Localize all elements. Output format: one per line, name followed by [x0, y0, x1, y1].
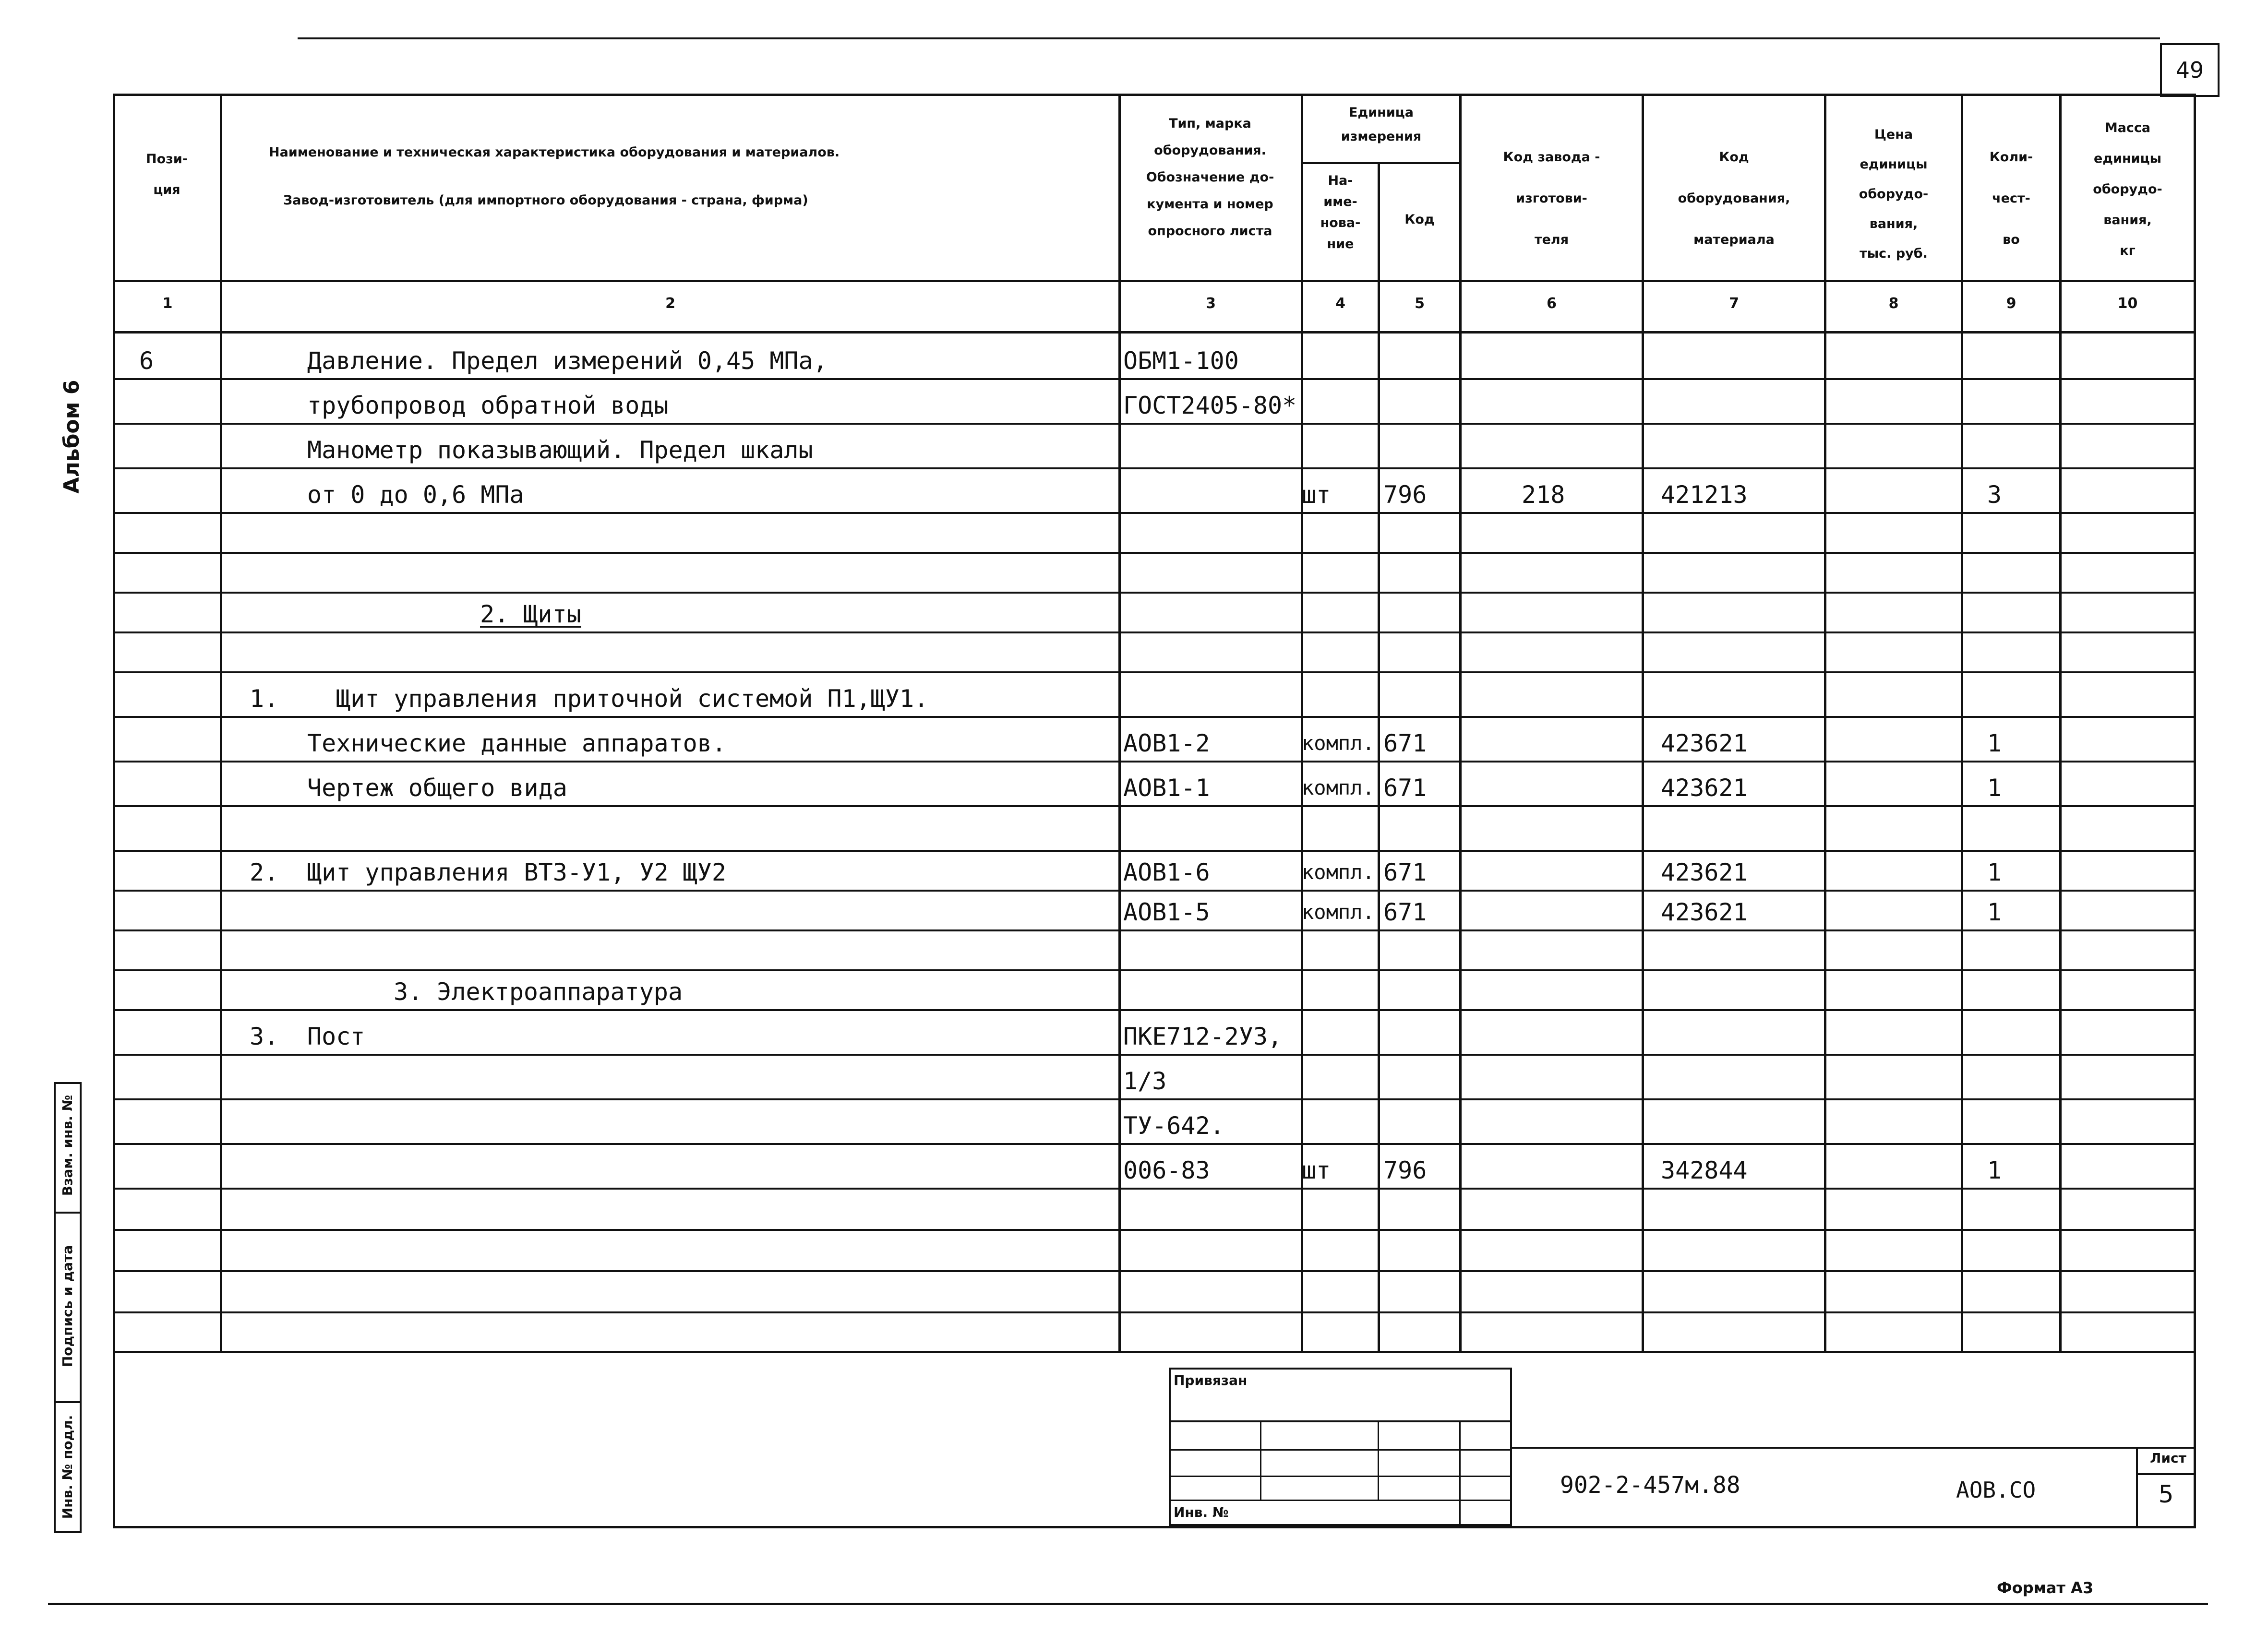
row-position: 3.: [250, 1023, 279, 1050]
sheet-label: Лист: [2150, 1450, 2186, 1466]
sheet-number: 5: [2158, 1480, 2174, 1508]
row-type: ГОСТ2405-80*: [1123, 392, 1297, 419]
row-type: ОБМ1-100: [1123, 347, 1239, 375]
header-name-line1: Наименование и техническая характеристика оборудования и материалов.: [269, 145, 840, 160]
row-name: трубопровод обратной воды: [307, 392, 669, 419]
row-name: 3. Электроаппаратура: [394, 978, 683, 1006]
column-number: 6: [1547, 295, 1557, 312]
row-name: Манометр показывающий. Предел шкалы: [307, 436, 813, 464]
row-name: от 0 до 0,6 МПа: [307, 481, 524, 509]
header-unit-name: На- име- нова- ние: [1320, 173, 1361, 251]
row-name: Щит управления приточной системой П1,ЩУ1.: [336, 685, 929, 713]
row-quantity: 1: [1987, 858, 2002, 886]
row-equipment-code: 342844: [1661, 1156, 1748, 1184]
column-number: 7: [1729, 295, 1739, 312]
row-name: Чертеж общего вида: [307, 774, 567, 802]
row-divider: [113, 969, 2196, 971]
row-unit-name: компл.: [1302, 900, 1375, 924]
row-type: АОВ1-1: [1123, 774, 1210, 802]
row-unit-name: шт: [1302, 1156, 1331, 1184]
stamp-podpis: Подпись и дата: [60, 1245, 75, 1368]
row-divider: [113, 592, 2196, 594]
row-divider: [113, 552, 2196, 554]
row-unit-code: 671: [1383, 729, 1427, 757]
privyazan-label: Привязан: [1174, 1372, 1248, 1388]
row-divider: [113, 1270, 2196, 1272]
row-unit-name: шт: [1302, 481, 1331, 509]
row-unit-code: 796: [1383, 481, 1427, 509]
format-label: Формат А3: [1997, 1579, 2094, 1597]
row-quantity: 1: [1987, 774, 2002, 802]
page-number: 49: [2160, 43, 2220, 97]
row-equipment-code: 423621: [1661, 858, 1748, 886]
row-type: АОВ1-2: [1123, 729, 1210, 757]
header-equipment-code: Код оборудования, материала: [1678, 150, 1790, 247]
row-divider: [113, 671, 2196, 673]
bottom-rule: [48, 1603, 2208, 1605]
title-block-frame: [113, 1351, 2196, 1528]
row-name: Давление. Предел измерений 0,45 МПа,: [307, 347, 828, 375]
row-unit-code: 796: [1383, 1156, 1427, 1184]
row-type: ТУ-642.: [1123, 1112, 1224, 1140]
row-divider: [113, 1311, 2196, 1313]
row-divider: [113, 378, 2196, 380]
row-divider: [113, 631, 2196, 633]
row-quantity: 1: [1987, 729, 2002, 757]
album-label: Альбом 6: [60, 380, 84, 494]
column-number: 5: [1415, 295, 1425, 312]
column-number: 3: [1206, 295, 1216, 312]
header-factory-code: Код завода - изготови- теля: [1503, 150, 1600, 247]
row-equipment-code: 423621: [1661, 729, 1748, 757]
header-type: Тип, марка оборудования. Обозначение до- кумента и номер опросного листа: [1146, 116, 1274, 238]
header-position: Пози- ция: [146, 152, 188, 197]
row-equipment-code: 421213: [1661, 481, 1748, 509]
row-divider: [113, 890, 2196, 892]
header-unit-group: Единица измерения: [1341, 105, 1422, 144]
header-mass: Масса единицы оборудо- вания, кг: [2093, 120, 2162, 258]
row-divider: [113, 1188, 2196, 1190]
inv-no-label: Инв. №: [1174, 1504, 1229, 1520]
drawing-mark: АОВ.СО: [1956, 1477, 2036, 1503]
row-unit-name: компл.: [1302, 860, 1375, 884]
row-quantity: 3: [1987, 481, 2002, 509]
row-position: 1.: [250, 685, 279, 713]
row-divider: [113, 850, 2196, 852]
row-equipment-code: 423621: [1661, 898, 1748, 926]
row-unit-name: компл.: [1302, 776, 1375, 799]
column-number: 2: [665, 295, 675, 312]
row-equipment-code: 423621: [1661, 774, 1748, 802]
row-unit-code: 671: [1383, 898, 1427, 926]
stamp-vzam: Взам. инв. №: [60, 1095, 75, 1196]
row-quantity: 1: [1987, 1156, 2002, 1184]
row-type: 1/3: [1123, 1067, 1167, 1095]
row-divider: [113, 929, 2196, 931]
header-name-line2: Завод-изготовитель (для импортного оборудования - страна, фирма): [283, 193, 808, 208]
top-rule: [298, 37, 2160, 39]
row-quantity: 1: [1987, 898, 2002, 926]
stamp-inv-podl: Инв. № подл.: [60, 1415, 75, 1519]
row-divider: [113, 1229, 2196, 1231]
column-number: 1: [162, 295, 173, 312]
column-number: 9: [2006, 295, 2016, 312]
row-name: 2. Щиты: [480, 600, 581, 628]
header-unit-code: Код: [1404, 212, 1435, 227]
row-divider: [113, 1143, 2196, 1145]
row-divider: [113, 1054, 2196, 1056]
document-code: 902-2-457м.88: [1560, 1472, 1740, 1499]
row-name: Пост: [307, 1023, 365, 1050]
row-name: Щит управления ВТЗ-У1, У2 ЩУ2: [307, 858, 726, 886]
row-type: АОВ1-6: [1123, 858, 1210, 886]
row-unit-code: 671: [1383, 774, 1427, 802]
row-unit-name: компл.: [1302, 731, 1375, 755]
column-number: 8: [1888, 295, 1899, 312]
row-divider: [113, 467, 2196, 469]
column-number: 10: [2117, 295, 2138, 312]
row-position: 6: [139, 347, 154, 375]
row-divider: [113, 1009, 2196, 1011]
row-name: Технические данные аппаратов.: [307, 729, 726, 757]
header-quantity: Коли- чест- во: [1989, 150, 2033, 247]
row-divider: [113, 805, 2196, 807]
row-divider: [113, 512, 2196, 514]
row-unit-code: 671: [1383, 858, 1427, 886]
row-divider: [113, 761, 2196, 762]
column-number: 4: [1335, 295, 1345, 312]
row-divider: [113, 716, 2196, 718]
row-type: ПКЕ712-2У3,: [1123, 1023, 1283, 1050]
row-divider: [113, 1098, 2196, 1100]
row-type: АОВ1-5: [1123, 898, 1210, 926]
row-factory-code: 218: [1522, 481, 1565, 509]
header-price: Цена единицы оборудо- вания, тыс. руб.: [1859, 127, 1929, 261]
row-type: 006-83: [1123, 1156, 1210, 1184]
row-position: 2.: [250, 858, 279, 886]
row-divider: [113, 423, 2196, 425]
